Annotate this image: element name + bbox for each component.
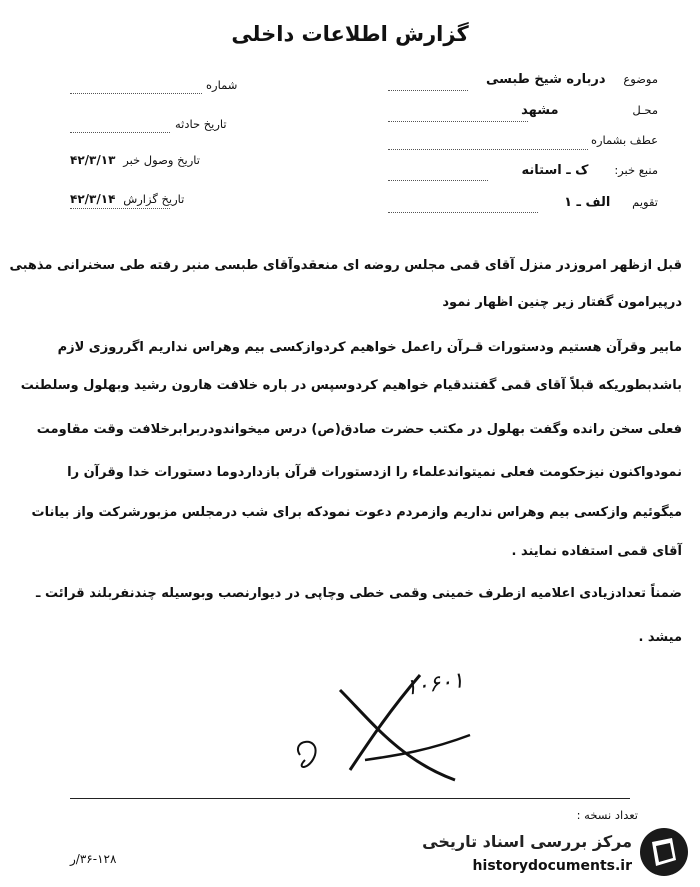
place-label: محـل	[632, 103, 658, 117]
body-line: باشدبطوریکه قبلاً آقای قمی گفتندقیام خواهیم کردوسپس در باره خلافت هارون رشید وبهلول وسلطنت	[20, 378, 682, 393]
number-field	[206, 78, 237, 92]
source-field	[521, 163, 658, 178]
copies-label: تعداد نسخه :	[576, 808, 638, 822]
watermark-url: historydocuments.ir	[472, 858, 632, 874]
place-value: مشهد	[521, 103, 559, 118]
body-line: میگوئیم وازکسی بیم وهراس نداریم وازمردم دعوت نمودکه برای شب درمجلس مزبورشرکت واز بیانات	[31, 505, 682, 520]
handwritten-number: ۱۰۶۰۱	[403, 668, 466, 701]
body-line: مابیر وقرآن هستیم ودستورات قـرآن راعمل خواهیم کردوازکسی بیم وهراس نداریم اگرروزی لازم	[57, 340, 682, 355]
event-date-label: تاریخ حادثه	[175, 117, 227, 131]
evaluation-label: تقویم	[632, 195, 658, 209]
event-date-field	[175, 117, 227, 131]
body-line: آقای قمی استفاده نمایند .	[511, 544, 682, 559]
subject-label: موضوع	[623, 72, 658, 86]
source-label: منبع خبر:	[614, 163, 658, 177]
body-line: نمودواکنون نیزحکومت فعلی نمیتواندعلماء را ازدستورات قرآن بازداردوما دستورات خدا وقرآن را	[67, 465, 682, 480]
evaluation-value: الف ـ ۱	[564, 195, 611, 210]
number-dotted-line	[70, 93, 202, 94]
place-dotted-line	[388, 121, 528, 122]
watermark-name: مرکز بررسی اسناد تاریخی	[422, 832, 632, 851]
source-dotted-line	[388, 180, 488, 181]
document-number: ۳۶-۱۲۸/ر	[70, 852, 117, 866]
body-line: درپیرامون گفتار زیر چنین اظهار نمود	[442, 295, 682, 310]
event-date-dotted-line	[70, 132, 170, 133]
reference-dotted-line	[388, 149, 588, 150]
footer-divider	[70, 798, 630, 799]
report-date-value: ۴۲/۳/۱۴	[70, 192, 116, 206]
news-received-label: تاریخ وصول خبر	[123, 153, 200, 167]
reference-field	[591, 133, 658, 147]
news-received-value: ۴۲/۳/۱۳	[70, 153, 116, 167]
report-date-dotted-line	[70, 208, 170, 209]
evaluation-dotted-line	[388, 212, 538, 213]
report-date-field	[70, 192, 184, 206]
subject-field	[486, 72, 658, 87]
subject-dotted-line	[388, 90, 468, 91]
source-value: ک ـ استانه	[521, 163, 589, 178]
body-line: فعلی سخن رانده وگفت بهلول در مکتب حضرت صادق(ص) درس میخواندودربرابرخلافت وقت مقاومت	[36, 422, 682, 437]
body-line: قبل ازظهر امروزدر منزل آقای قمی مجلس روضه ای منعقدوآقای طبسی منبر رفته طی سخنرانی مذهبی	[9, 258, 682, 273]
archive-logo-icon	[638, 826, 690, 878]
report-date-label: تاریخ گزارش	[123, 192, 185, 206]
reference-label: عطف بشماره	[590, 133, 658, 147]
body-line: میشد .	[638, 630, 682, 645]
body-line: ضمناً تعدادزیادی اعلامیه ازطرف خمینی وقمی خطی وچاپی در دیوارنصب وبوسیله چندنفربلند قرائت ـ	[36, 586, 682, 601]
watermark	[408, 826, 690, 884]
document-title: گزارش اطلاعات داخلی	[231, 22, 469, 46]
subject-value: درباره شیخ طبسی	[485, 72, 606, 87]
news-received-field	[70, 153, 200, 167]
number-label: شماره	[206, 78, 238, 92]
evaluation-field	[564, 195, 658, 210]
place-field	[521, 103, 658, 118]
